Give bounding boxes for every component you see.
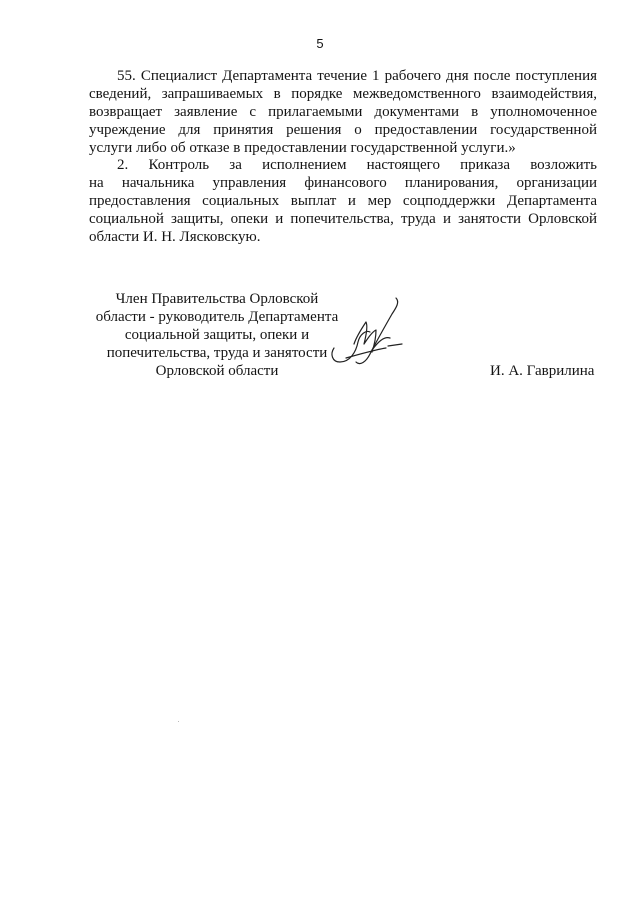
paragraph-line: возвращает заявление с прилагаемыми документами в уполномоченное [89,104,597,120]
page-number: 5 [316,36,324,51]
signatory-position-line: области - руководитель Департамента [95,309,339,325]
signatory-position-line: Орловской области [155,363,279,379]
paragraph-line: социальной защиты, опеки и попечительства, труда и занятости Орловской [89,211,597,227]
paragraph-2 [89,156,597,246]
signatory-position-line: Член Правительства Орловской [115,291,319,307]
paragraph-line: на начальника управления финансового планирования, организации [89,175,597,191]
scan-speck [178,721,179,722]
paragraph-line: 2. Контроль за исполнением настоящего приказа возложить [117,157,597,173]
paragraph-line: учреждение для принятия решения о предоставлении государственной [89,122,597,138]
signatory-name: И. А. Гаврилина [490,363,595,379]
paragraph-line: области И. Н. Лясковскую. [89,229,261,245]
paragraph-line: предоставления социальных выплат и мер соцподдержки Департамента [89,193,597,209]
paragraph-line: услуги либо об отказе в предоставлении государственной услуги.» [89,140,516,156]
signatory-position [82,290,352,380]
signatory-position-line: попечительства, труда и занятости [106,345,328,361]
paragraph-line: сведений, запрашиваемых в порядке межведомственного взаимодействия, [89,86,597,102]
paragraph-55 [89,67,597,157]
handwritten-signature [326,292,406,372]
signatory-position-line: социальной защиты, опеки и [124,327,310,343]
paragraph-line: 55. Специалист Департамента течение 1 рабочего дня после поступления [117,68,597,84]
